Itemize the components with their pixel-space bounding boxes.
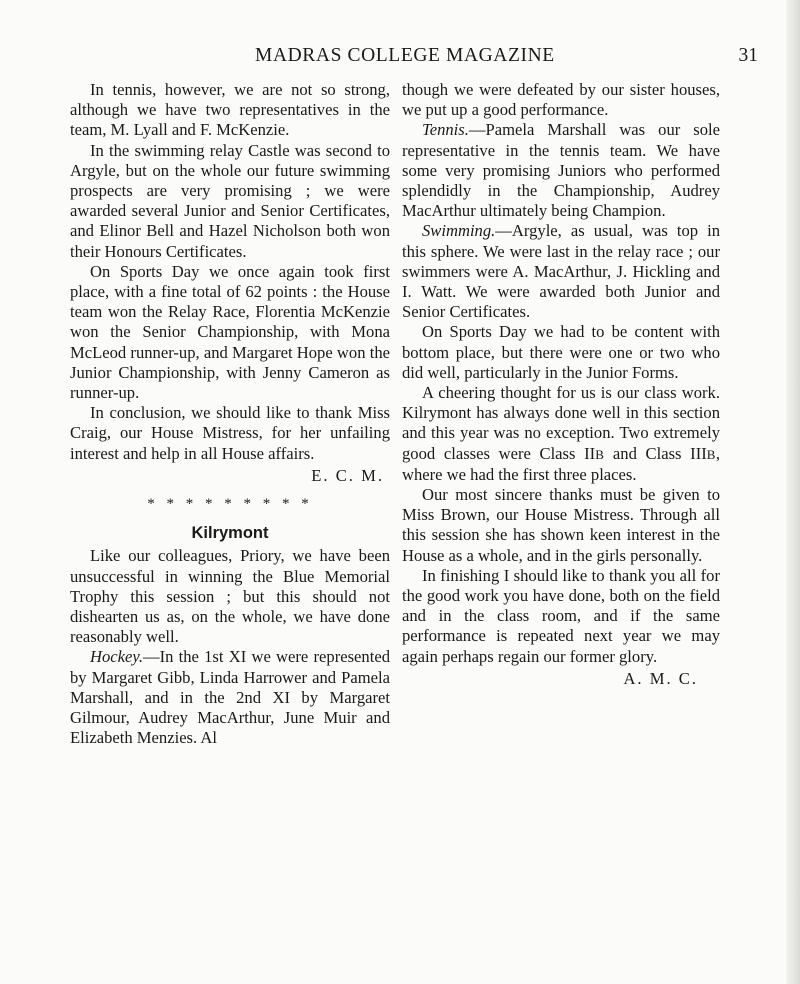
paragraph-tennis-kilrymont xyxy=(402,120,720,221)
tennis-label: Tennis. xyxy=(422,120,469,140)
paragraph-class-work xyxy=(402,383,720,485)
paragraph-kilrymont-intro: Like our colleagues, Priory, we have been unsuccessful in winning the Blue Memorial Trophy this session ; but this should not dishearten us as, on the whole, we have done reasonably well. xyxy=(70,546,390,647)
page-edge-shadow xyxy=(786,0,800,984)
tennis-text: —Pamela Marshall was our sole representative in the tennis team. We have some very promising Juniors who performed splendidly in the Championship, Audrey MacArthur ultimately being Champion. xyxy=(402,120,720,221)
page-number: 31 xyxy=(738,45,758,66)
paragraph-sports-day-castle: On Sports Day we once again took first place, with a fine total of 62 points : the House team won the Relay Race, Florentia McKenzie won the Senior Championship, with Mona McLeod runner-up, and Margaret Hope won the Junior Championship, with Jenny Cameron as runner-up. xyxy=(70,261,390,403)
paragraph-hockey xyxy=(70,647,390,748)
paragraph-conclusion-castle: In conclusion, we should like to thank Miss Craig, our House Mistress, for her unfailing interest and help in all House affairs. xyxy=(70,403,390,463)
hockey-label: Hockey. xyxy=(90,647,143,667)
class-work-text-a: A cheering thought for us is our class work. Kilrymont has always done well in this section and this year was no exception. Two extremely good classes were Class II xyxy=(402,383,720,463)
class-work-text-c: and Class III xyxy=(604,443,707,463)
class-iib-letter: B xyxy=(595,446,605,462)
left-column xyxy=(70,80,390,749)
page-header xyxy=(0,45,800,69)
paragraph-tennis-castle: In tennis, however, we are not so strong, although we have two representatives in the team, M. Lyall and F. McKenzie. xyxy=(70,80,390,140)
paragraph-finishing: In finishing I should like to thank you all for the good work you have done, both on the field and in the class room, and if the same performance is repeated next year we may again perhaps regain our former glory. xyxy=(402,565,720,666)
section-heading-kilrymont: Kilrymont xyxy=(191,524,269,543)
paragraph-swimming-kilrymont xyxy=(402,221,720,322)
signature-amc: A. M. C. xyxy=(623,668,698,688)
paragraph-hockey-continued: though we were defeated by our sister houses, we put up a good performance. xyxy=(402,80,720,120)
hockey-text: —In the 1st XI we were represented by Margaret Gibb, Linda Harrower and Pamela Marshall, and in the 2nd XI by Margaret Gilmour, Audrey MacArthur, June Muir and Elizabeth Menzies. Al xyxy=(70,647,390,748)
right-column xyxy=(402,80,720,689)
paragraph-thanks: Our most sincere thanks must be given to Miss Brown, our House Mistress. Through all this session she has shown keen interest in the House as a whole, and in the girls personally. xyxy=(402,485,720,565)
swimming-text: —Argyle, as usual, was top in this sphere. We were last in the relay race ; our swimmers were A. MacArthur, J. Hickling and I. Watt. We were awarded both Junior and Senior Certificates. xyxy=(402,221,720,322)
signature-ecm: E. C. M. xyxy=(311,465,384,485)
class-work-text-e: , where we had the first three places. xyxy=(402,443,720,484)
magazine-title: MADRAS COLLEGE MAGAZINE xyxy=(255,45,555,66)
swimming-label: Swimming. xyxy=(422,221,496,241)
paragraph-sports-day-kilrymont: On Sports Day we had to be content with bottom place, but there were one or two who did well, particularly in the Junior Forms. xyxy=(402,322,720,382)
section-separator: * * * * * * * * * xyxy=(147,496,313,513)
paragraph-swimming-castle: In the swimming relay Castle was second to Argyle, but on the whole our future swimming prospects are very promising ; we were awarded several Junior and Senior Certificates, and Elinor Bell and Hazel Nicholson both won their Honours Certificates. xyxy=(70,140,390,261)
class-iiib-letter: B xyxy=(706,446,716,462)
